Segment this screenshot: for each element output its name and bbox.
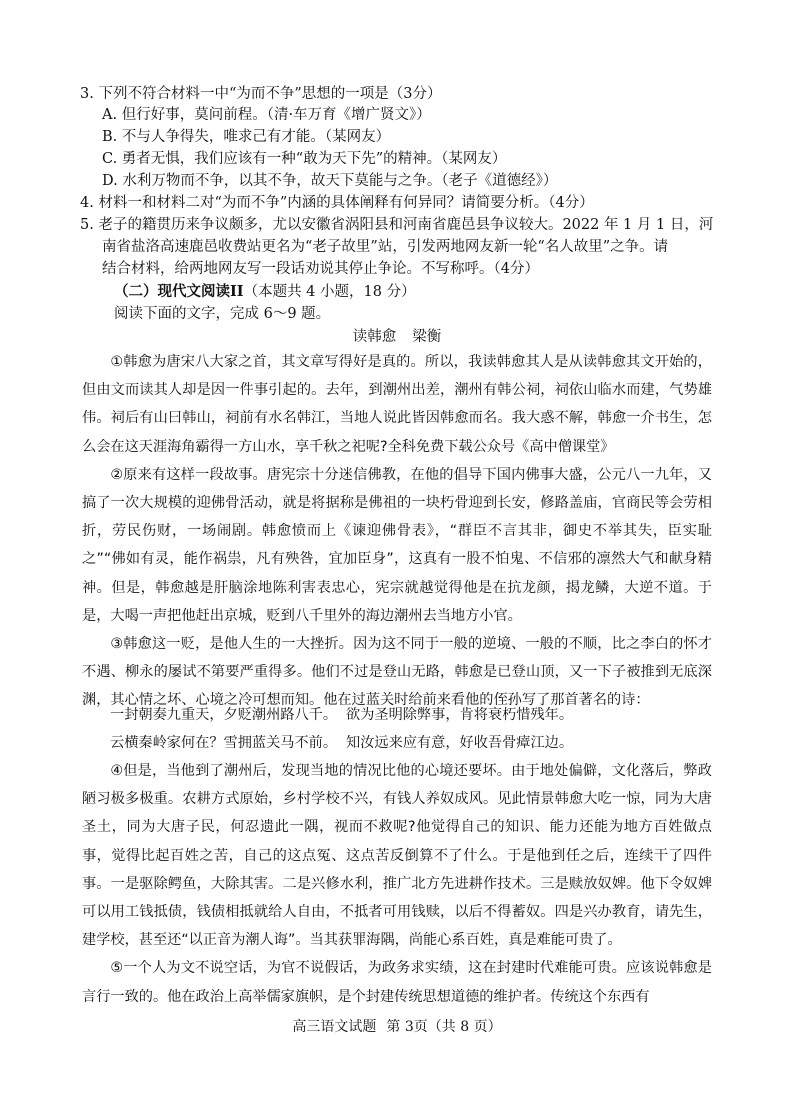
question-5-line-1: 5. 老子的籍贯历来争议颇多，尤以安徽省涡阳县和河南省鹿邑县争议较大。2022 年 1 月 1 日，河 — [80, 217, 714, 233]
section-title: （二）现代文阅读II — [114, 283, 244, 300]
question-3-option-b: B. 不与人争得失，唯求己有才能。（某网友） — [102, 129, 391, 145]
question-3-option-a: A. 但行好事，莫问前程。（清·车万育《增广贤文》） — [102, 107, 431, 123]
article-paragraph-2: ②原来有这样一段故事。唐宪宗十分迷信佛教，在他的倡导下国内佛事大盛，公元八一九年，又搞了一次大规模的迎佛骨活动，就是将据称是佛祖的一块朽骨迎到长安，修路盖庙，官商民等会劳相折，劳民伤财，一场闹剧。韩愈愤而上《谏迎佛骨表》，“群臣不言其非，御史不举其失，臣实耻之”“佛如有灵，能作祸祟，凡有殃咎，宜加臣身”，这真有一股不怕鬼、不信邪的凛然大气和献身精神。但是，韩愈越是肝脑涂地陈利害表忠心，宪宗就越觉得他是在抗龙颜，揭龙鳞，大逆不道。于是，大喝一声把他赶出京城，贬到八千里外的海边潮州去当地方小官。 — [82, 466, 712, 624]
footer-subject: 高三语文试题 — [292, 1019, 377, 1035]
article-paragraph-4: ④但是，当他到了潮州后，发现当地的情况比他的心境还要坏。由于地处偏僻，文化落后，弊政陋习极多极重。农耕方式原始，乡村学校不兴，有钱人养奴成风。见此情景韩愈大吃一惊，同为大唐圣土，同为大唐子民，何忍遗此一隅，视而不救呢?他觉得自己的知识、能力还能为地方百姓做点事，觉得比起百姓之苦，自己的这点冤、这点苦反倒算不了什么。于是他到任之后，连续干了四件事。一是驱除鳄鱼，大除其害。二是兴修水利，推广北方先进耕作技术。三是赎放奴婢。他下令奴婢可以用工钱抵债，钱债相抵就给人自由，不抵者可用钱赎，以后不得蓄奴。四是兴办教育，请先生，建学校，甚至还“以正音为潮人诲”。当其获罪海隅，尚能心系百姓，真是难能可贵了。 — [82, 763, 712, 949]
footer-page-number: 第 3页（共 8 页） — [386, 1019, 502, 1035]
poem-line-1: 一封朝奏九重天，夕贬潮州路八千。 欲为圣明除弊事，肯将衰朽惜残年。 — [110, 707, 574, 723]
article-body-part-2 — [82, 757, 712, 1011]
question-5-line-3: 结合材料，给两地网友写一段话劝说其停止争论。不写称呼。（4分） — [102, 261, 539, 277]
question-4: 4. 材料一和材料二对“为而不争”内涵的具体阐释有何异同？请简要分析。（4分） — [80, 195, 594, 211]
article-title-line — [0, 327, 794, 347]
article-paragraph-5: ⑤一个人为文不说空话，为官不说假话，为政务求实绩，这在封建时代难能可贵。应该说韩愈是言行一致的。他在政治上高举儒家旗帜，是个封建传统思想道德的维护者。传统这个东西有 — [82, 960, 712, 1005]
article-title: 读韩愈 — [352, 329, 397, 345]
section-heading — [114, 282, 416, 302]
article-body-part-1 — [82, 348, 712, 715]
page-footer — [0, 1016, 794, 1036]
section-info: （本题共 4 小题，18 分） — [243, 284, 416, 300]
article-paragraph-3: ③韩愈这一贬，是他人生的一大挫折。因为这不同于一般的逆境、一般的不顺，比之李白的怀才不遇、柳永的屡试不第要严重得多。他们不过是登山无路，韩愈是已登山顶，又一下子被推到无底深渊，其心情之坏、心境之冷可想而知。他在过蓝关时给前来看他的侄孙写了那首著名的诗： — [82, 636, 712, 709]
poem-line-2: 云横秦岭家何在？雪拥蓝关马不前。 知汝远来应有意，好收吾骨瘴江边。 — [110, 735, 574, 751]
article-author: 梁衡 — [412, 329, 442, 345]
question-3-stem: 3. 下列不符合材料一中“为而不争”思想的一项是（3分） — [80, 86, 442, 102]
section-instruction: 阅读下面的文字，完成 6～9 题。 — [114, 306, 331, 322]
question-5-line-2: 南省盐洛高速鹿邑收费站更名为“老子故里”站，引发两地网友新一轮“名人故里”之争。请 — [102, 239, 669, 255]
article-paragraph-1: ①韩愈为唐宋八大家之首，其文章写得好是真的。所以，我读韩愈其人是从读韩愈其文开始的，但由文而读其人却是因一件事引起的。去年，到潮州出差，潮州有韩公祠，祠依山临水而建，气势雄伟。祠后有山曰韩山，祠前有水名韩江，当地人说此皆因韩愈而名。我大惑不解，韩愈一介书生，怎么会在这天涯海角霸得一方山水，享千秋之祀呢?全科免费下载公众号《高中僧课堂》 — [82, 354, 712, 455]
question-3-option-d: D. 水利万物而不争，以其不争，故天下莫能与之争。（老子《道德经》） — [102, 173, 558, 189]
question-3-option-c: C. 勇者无惧，我们应该有一种“敢为天下先”的精神。（某网友） — [102, 151, 507, 167]
